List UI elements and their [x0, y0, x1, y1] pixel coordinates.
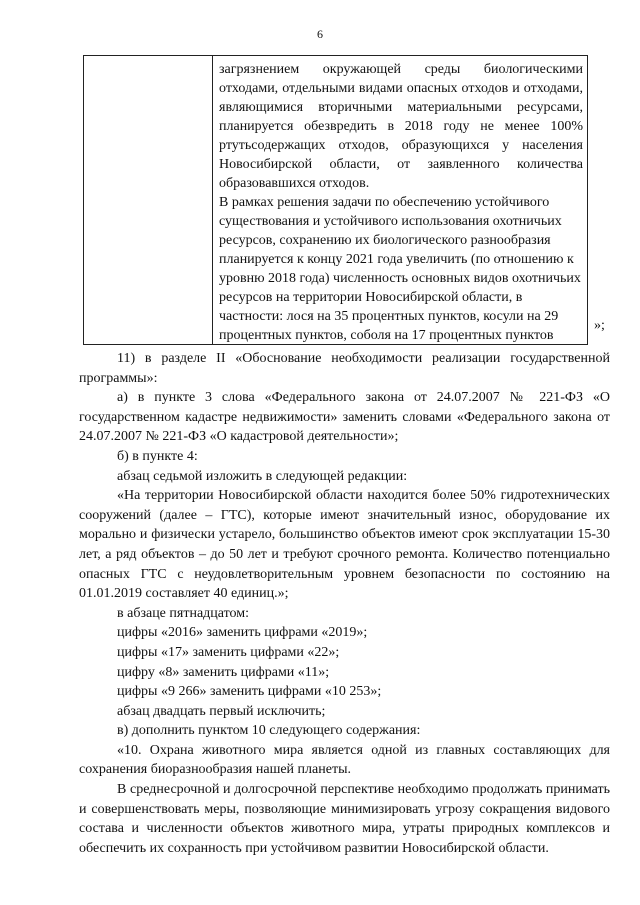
- continuation-table: [83, 55, 588, 345]
- paragraph: в) дополнить пунктом 10 следующего содержания:: [117, 723, 421, 739]
- paragraph: абзац седьмой изложить в следующей редакции:: [117, 468, 408, 484]
- paragraph: В среднесрочной и долгосрочной перспективе необходимо продолжать принимать и совершенствовать меры, позволяющие минимизировать угрозу сокращения видового состава и численности объектов животного мира, утраты природных комплексов и обеспечить их сохранность при устойчивом развитии Новосибирской области.: [79, 782, 610, 856]
- paragraph: цифры «2016» заменить цифрами «2019»;: [117, 625, 368, 641]
- table-left-column: [84, 56, 213, 344]
- table-cell-paragraph: загрязнением окружающей среды биологическими отходами, отдельными видами опасных отходов и отходами, являющимися вторичными материальными ресурсами, планируется обезвредить в 2018 году не менее 100% ртутьсодержащих отходов, образующихся у населения Новосибирской области, от заявленного количества образовавшихся отходов.: [219, 62, 583, 191]
- page-number: 6: [317, 27, 323, 41]
- paragraph: цифры «9 266» заменить цифрами «10 253»;: [117, 684, 382, 700]
- paragraph: 11) в разделе II «Обоснование необходимости реализации государственной программы»:: [79, 351, 610, 386]
- paragraph: а) в пункте 3 слова «Федерального закона от 24.07.2007 № 221-ФЗ «О государственном кадастре недвижимости» заменить словами «Федерального закона от 24.07.2007 № 221-ФЗ «О кадастровой деятельности»;: [79, 390, 610, 445]
- paragraph: «10. Охрана животного мира является одной из главных составляющих для сохранения биоразнообразия нашей планеты.: [79, 742, 610, 778]
- table-cell-paragraph: В рамках решения задачи по обеспечению устойчивого существования и устойчивого использования охотничьих ресурсов, сохранению их биологического разнообразия планируется к концу 2021 года увеличить (по отношению к уровню 2018 года) численность основных видов охотничьих ресурсов на территории Новосибирской области, в частности: лося на 35 процентных пунктов, косули на 29 процентных пунктов, соболя на 17 процентных пунктов: [219, 195, 581, 343]
- paragraph: в абзаце пятнадцатом:: [117, 605, 250, 621]
- amendment-text: [79, 349, 610, 858]
- paragraph: абзац двадцать первый исключить;: [117, 703, 326, 719]
- paragraph: «На территории Новосибирской области находится более 50% гидротехнических сооружений (далее – ГТС), которые имеют значительный износ, оборудование их морально и физически устарело, большинство объектов имеют срок эксплуатации 15-30 лет, а ряд объектов – до 50 лет и требуют срочного ремонта. Количество потенциально опасных ГТС с неудовлетворительным уровнем безопасности по состоянию на 01.01.2019 составляет 40 единиц.»;: [79, 488, 610, 602]
- table-right-column: [219, 60, 583, 345]
- paragraph: б) в пункте 4:: [117, 448, 198, 464]
- paragraph: цифры «17» заменить цифрами «22»;: [117, 644, 340, 660]
- closing-quote-mark: »;: [594, 318, 605, 333]
- paragraph: цифру «8» заменить цифрами «11»;: [117, 664, 330, 680]
